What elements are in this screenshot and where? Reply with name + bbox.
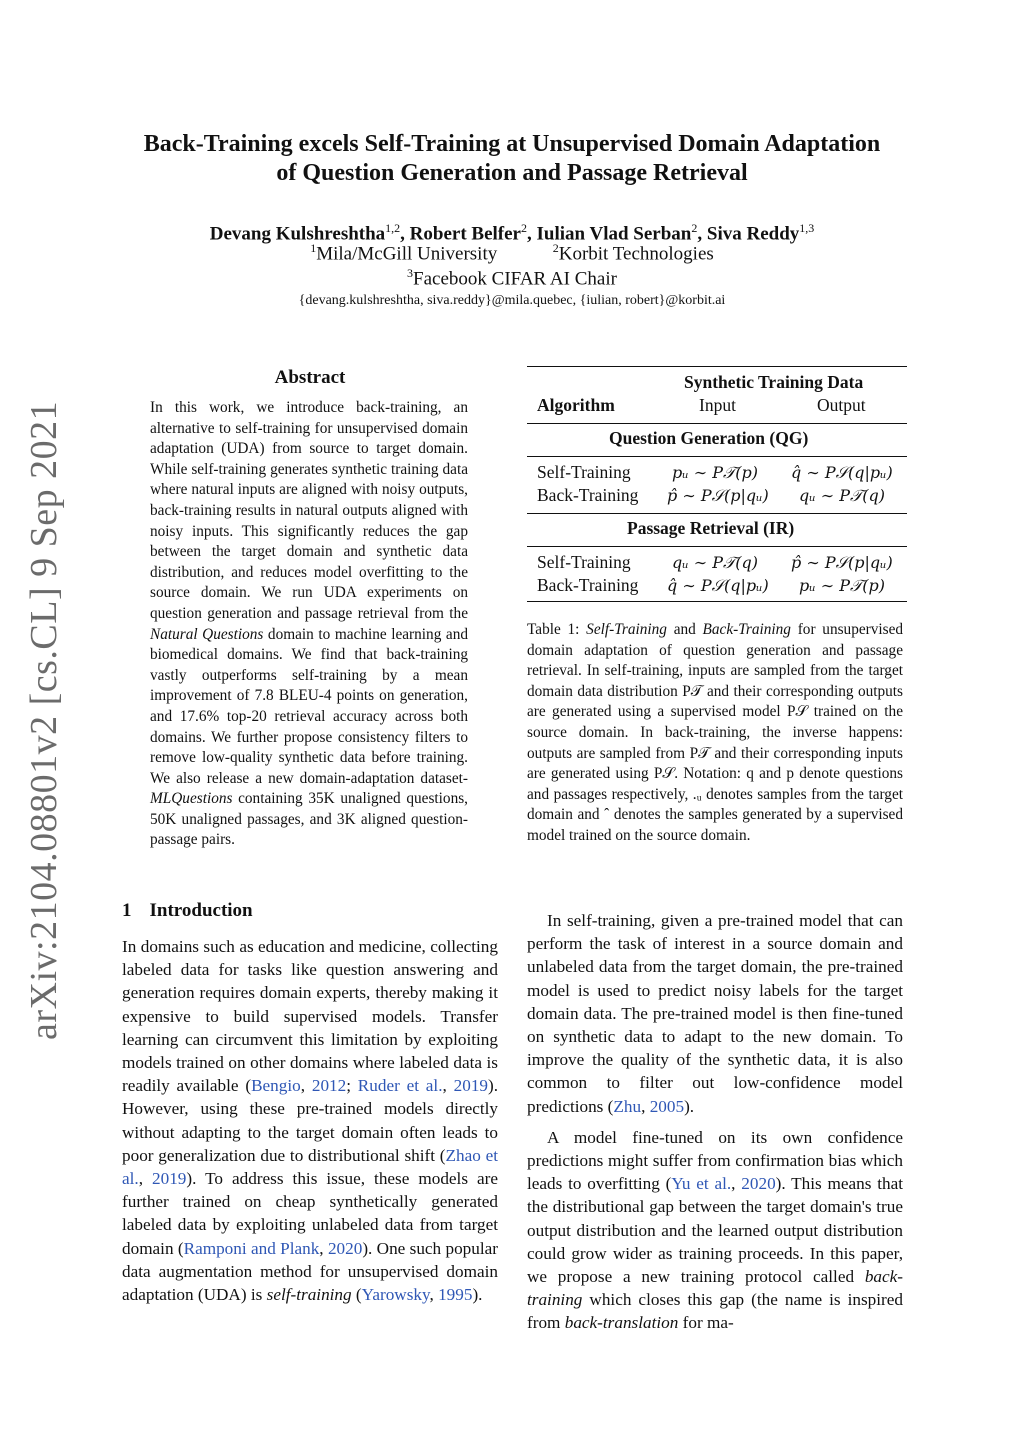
table-rule bbox=[527, 456, 907, 457]
citation-link[interactable]: Ruder et al. bbox=[357, 1076, 443, 1096]
body-text: ). One such popular data augmentation method for unsupervised domain adaptation (UDA) is bbox=[122, 1238, 498, 1305]
author-separator: , bbox=[400, 223, 410, 245]
table-row-algo: Back-Training bbox=[537, 575, 639, 595]
table-row-output: pᵤ ∼ P𝒯(p) bbox=[799, 576, 885, 595]
citation-link[interactable]: Bengio bbox=[251, 1076, 301, 1096]
table-row-algo: Self-Training bbox=[537, 462, 631, 482]
author-emails: {devang.kulshreshtha, siva.reddy}@mila.quebec, {iulian, robert}@korbit.ai bbox=[298, 293, 726, 308]
caption-emphasis: Self-Training bbox=[586, 621, 667, 638]
table-row-algo: Self-Training bbox=[537, 552, 631, 572]
caption-emphasis: Back-Training bbox=[702, 621, 791, 638]
table-header-output: Output bbox=[817, 395, 866, 415]
affiliation-line-1 bbox=[80, 241, 944, 265]
body-text: In self-training, given a pre-trained model that can perform the task of interest in a source domain and unlabeled data from the target domain, the pre-trained model is used to predict noisy labels for the target domain data. The pre-trained model is then fine-tuned on synthetic data to adapt to the new domain. To improve the quality of the synthetic data, it is also common to filter out low-confidence model predictions ( bbox=[527, 911, 903, 1116]
table-caption bbox=[527, 620, 903, 847]
table-section-ir: Passage Retrieval (IR) bbox=[627, 518, 795, 538]
citation-link[interactable]: Ramponi and Plank bbox=[183, 1238, 320, 1258]
table-rule bbox=[527, 513, 907, 514]
citation-link[interactable]: Yu et al. bbox=[671, 1174, 732, 1194]
caption-text: and bbox=[673, 621, 696, 638]
table-section-qg: Question Generation (QG) bbox=[609, 428, 809, 448]
abstract-heading: Abstract bbox=[274, 367, 346, 388]
author-name: Devang Kulshreshtha bbox=[209, 223, 386, 245]
citation-link[interactable]: 2020 bbox=[741, 1174, 776, 1194]
section-number: 1 bbox=[122, 900, 132, 921]
citation-link[interactable]: 2012 bbox=[311, 1076, 347, 1096]
intro-right-column: In self-training, given a pre-trained model that can perform the task of interest in a source domain and unlabeled data from the target domain, the pre-trained model is used to predict noisy labels for the target domain data. The pre-trained model is then fine-tuned on synthetic data to adapt to the new domain. To improve the quality of the synthetic data, it is also common to filter out low-confidence model predictions (Zhu, 2005). A model fine-tuned on its own confidence predictions might suffer from confirmation bias which leads to overfitting (Yu et al., 2020). This means that the distributional gap between the target domain's true output distribution and the learned output distribution could grow wider as training proceeds. In this paper, we propose a new training protocol called back-training which closes this gap (the name is inspired from back-translation for ma- bbox=[527, 911, 903, 1333]
citation-link[interactable]: 1995 bbox=[438, 1285, 473, 1305]
author-separator: , bbox=[697, 223, 707, 245]
affiliation-mila: Mila/McGill University bbox=[316, 243, 498, 265]
abstract-text: containing 35K unaligned questions, 50K unaligned passages, and 3K aligned question-passage pairs. bbox=[150, 790, 468, 849]
table-header-input: Input bbox=[699, 395, 736, 415]
body-text: ). To address this issue, these models are further trained on cheap synthetically generated labeled data by exploiting unlabeled data from target domain ( bbox=[122, 1169, 499, 1258]
citation-link[interactable]: 2019 bbox=[152, 1169, 187, 1189]
author-name: Siva Reddy bbox=[706, 223, 800, 245]
table-bottom-rule bbox=[527, 601, 907, 602]
table-row-output: qᵤ ∼ P𝒯(q) bbox=[799, 486, 885, 505]
affiliation-line-2 bbox=[80, 266, 944, 290]
body-emphasis: back-training bbox=[527, 1267, 903, 1310]
author-name: Iulian Vlad Serban bbox=[536, 223, 692, 245]
citation-link[interactable]: 2020 bbox=[327, 1238, 363, 1258]
body-text: ). However, using these pre-trained models directly without adapting to the target domain often leads to poor generalization due to distributional shift ( bbox=[122, 1076, 499, 1165]
table-top-rule bbox=[527, 366, 907, 367]
body-text: A model fine-tuned on its own confidence predictions might suffer from confirmation bias which leads to overfitting ( bbox=[527, 1127, 903, 1194]
table-rule bbox=[527, 423, 907, 424]
title-line-1: Back-Training excels Self-Training at Unsupervised Domain Adaptation bbox=[143, 131, 881, 157]
title-line-2: of Question Generation and Passage Retrieval bbox=[276, 160, 748, 186]
table-row-input: qᵤ ∼ P𝒯(q) bbox=[672, 553, 758, 572]
section-title: Introduction bbox=[149, 900, 253, 921]
citation-link[interactable]: 2005 bbox=[649, 1096, 685, 1116]
table-header-group: Synthetic Training Data bbox=[684, 372, 864, 392]
table-row-input: p̂ ∼ P𝒮(p|qᵤ) bbox=[667, 486, 769, 505]
intro-left-column: In domains such as education and medicine, collecting labeled data for tasks like question answering and generation requires domain experts, thereby making it expensive to build supervised models. Transfer learning can circumvent this limitation by exploiting models trained on other domains where labeled data is readily available (Bengio, 2012; Ruder et al., 2019). However, using these pre-trained models directly without adapting to the target domain often leads to poor generalization due to distributional shift (Zhao et al., 2019). To address this issue, these models are further trained on cheap synthetically generated labeled data by exploiting unlabeled data from target domain (Ramponi and Plank, 2020). One such popular data augmentation method for unsupervised domain adaptation (UDA) is self-training (Yarowsky, 1995). bbox=[122, 937, 499, 1305]
affil-sup: 1 bbox=[310, 241, 317, 255]
table-header-algorithm: Algorithm bbox=[537, 395, 615, 415]
abstract-text: domain to machine learning and biomedical domains. We find that back-training vastly outperforms self-training by a mean improvement of 7.8 BLEU-4 points on generation, and 17.6% top-20 retrieval accuracy across both domains. We further propose consistency filters to remove low-quality synthetic data before training. We also release a new domain-adaptation dataset- bbox=[150, 625, 468, 787]
affiliation-facebook: Facebook CIFAR AI Chair bbox=[413, 268, 617, 290]
author-separator: , bbox=[526, 223, 537, 245]
section-heading bbox=[122, 900, 253, 922]
abstract-body bbox=[150, 398, 468, 851]
table-row-output: p̂ ∼ P𝒮(p|qᵤ) bbox=[791, 553, 893, 572]
author-affil-sup: 1,3 bbox=[799, 221, 815, 235]
body-emphasis: self-training bbox=[266, 1285, 352, 1305]
paper-title bbox=[80, 130, 944, 188]
citation-link[interactable]: Yarowsky bbox=[361, 1285, 430, 1305]
affil-sup: 2 bbox=[552, 241, 559, 255]
table-row-input: q̂ ∼ P𝒮(q|pᵤ) bbox=[667, 576, 769, 595]
table-row-algo: Back-Training bbox=[537, 485, 639, 505]
citation-link[interactable]: Zhao et al. bbox=[122, 1145, 498, 1189]
author-affil-sup: 1,2 bbox=[385, 221, 401, 235]
citation-link[interactable]: 2019 bbox=[453, 1076, 488, 1096]
caption-text: for unsupervised domain adaptation of question generation and passage retrieval. In self-training, inputs are sampled from the target domain data distribution P𝒯 and their corresponding outputs are generated using a supervised model P𝒮 trained on the source domain. In back-training, the inverse happens: outputs are sampled from P𝒯 and their corresponding inputs are generated using P𝒮. Notation: q and p denote questions and passages respectively, .ᵤ denotes samples from the target domain and ˆ denotes the samples generated by a supervised model trained on the source domain. bbox=[527, 621, 904, 844]
author-name: Robert Belfer bbox=[409, 223, 521, 245]
body-emphasis: back-translation bbox=[564, 1313, 679, 1333]
citation-link[interactable]: Zhu bbox=[613, 1096, 642, 1116]
abstract-text: In this work, we introduce back-training, an alternative to self-training for unsupervised domain adaptation (UDA) from source to target domain. While self-training generates synthetic training data where natural inputs are aligned with noisy outputs, back-training results in natural outputs aligned with noisy inputs. This significantly reduces the gap between the target domain and synthetic data distribution, and reduces model overfitting to the source domain. We run UDA experiments on question generation and passage retrieval from the bbox=[150, 399, 468, 622]
table-row-output: q̂ ∼ P𝒮(q|pᵤ) bbox=[791, 463, 893, 482]
caption-label: Table 1: bbox=[527, 621, 580, 638]
author-affil-sup: 2 bbox=[691, 221, 698, 235]
abstract-emphasis: Natural Questions bbox=[150, 625, 264, 643]
arxiv-stamp: arXiv:2104.08801v2 [cs.CL] 9 Sep 2021 bbox=[23, 400, 65, 1040]
body-text: for ma- bbox=[678, 1313, 734, 1333]
table-row-input: pᵤ ∼ P𝒯(p) bbox=[672, 463, 758, 482]
affil-sup: 3 bbox=[407, 266, 414, 280]
abstract-emphasis: MLQuestions bbox=[150, 790, 233, 808]
body-text: which closes this gap (the name is inspired from bbox=[527, 1290, 903, 1333]
author-affil-sup: 2 bbox=[520, 221, 527, 235]
body-text: ). This means that the distributional gap between the target domain's true output distribution and the learned output distribution could grow wider as training proceeds. In this paper, we propose a new training protocol called bbox=[527, 1174, 903, 1287]
affiliation-korbit: Korbit Technologies bbox=[558, 243, 714, 265]
body-text: In domains such as education and medicine, collecting labeled data for tasks like question answering and generation requires domain experts, thereby making it expensive to build supervised models. Transfer learning can circumvent this limitation by exploiting models trained on other domains where labeled data is readily available ( bbox=[122, 937, 498, 1096]
table-rule bbox=[527, 546, 907, 547]
